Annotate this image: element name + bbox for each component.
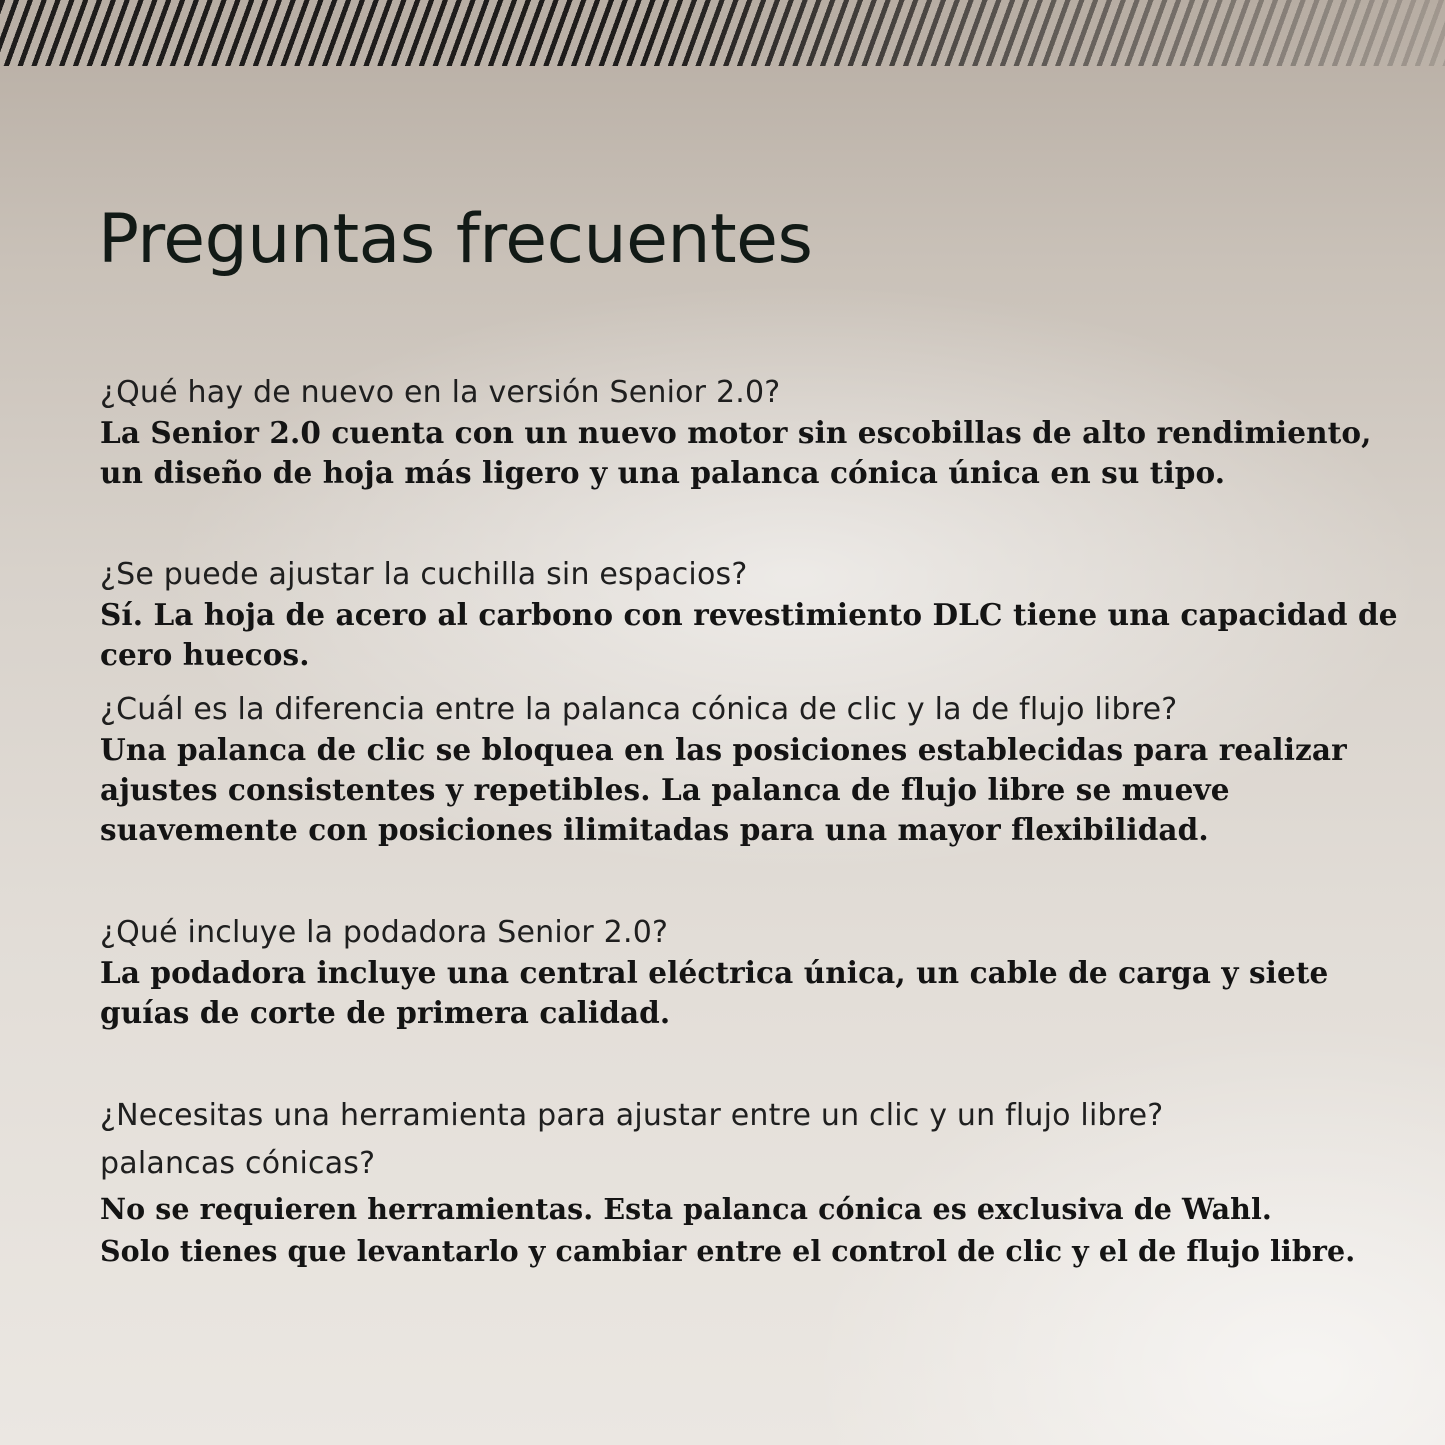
faq-answer-line: suavemente con posiciones ilimitadas para una mayor flexibilidad. [100,812,1209,847]
faq-answer-line: Sí. La hoja de acero al carbono con revestimiento DLC tiene una capacidad de [100,597,1398,632]
faq-answer-line: ajustes consistentes y repetibles. La palanca de flujo libre se mueve [100,772,1230,807]
faq-answer [100,595,1420,675]
faq-answer-line: guías de corte de primera calidad. [100,995,671,1030]
faq-answer-line: Solo tienes que levantarlo y cambiar entre el control de clic y el de flujo libre. [100,1234,1356,1268]
faq-answer-line: La Senior 2.0 cuenta con un nuevo motor sin escobillas de alto rendimiento, [100,415,1372,450]
faq-item-1 [100,373,1420,493]
faq-answer-line: un diseño de hoja más ligero y una palanca cónica única en su tipo. [100,455,1226,490]
faq-answer-line: No se requieren herramientas. Esta palanca cónica es exclusiva de Wahl. [100,1192,1272,1226]
faq-answer-line: Una palanca de clic se bloquea en las posiciones establecidas para realizar [100,732,1347,767]
faq-question: ¿Qué hay de nuevo en la versión Senior 2.0? [100,375,781,410]
faq-question: ¿Cuál es la diferencia entre la palanca cónica de clic y la de flujo libre? [100,692,1178,727]
faq-question [100,1092,1420,1188]
faq-question-line: ¿Necesitas una herramienta para ajustar entre un clic y un flujo libre? [100,1098,1164,1133]
faq-item-2 [100,555,1420,675]
faq-answer [100,730,1420,850]
decorative-stripes [0,0,1445,66]
faq-question: ¿Se puede ajustar la cuchilla sin espacios? [100,557,748,592]
faq-item-5 [100,1092,1420,1272]
faq-question-line: palancas cónicas? [100,1146,376,1181]
faq-answer-line: La podadora incluye una central eléctrica única, un cable de carga y siete [100,955,1329,990]
faq-item-4 [100,913,1420,1033]
page-title: Preguntas frecuentes [98,200,813,279]
faq-question: ¿Qué incluye la podadora Senior 2.0? [100,915,669,950]
faq-answer-line: cero huecos. [100,637,310,672]
faq-item-3 [100,690,1420,850]
faq-answer [100,1188,1420,1272]
faq-answer [100,413,1420,493]
faq-answer [100,953,1420,1033]
